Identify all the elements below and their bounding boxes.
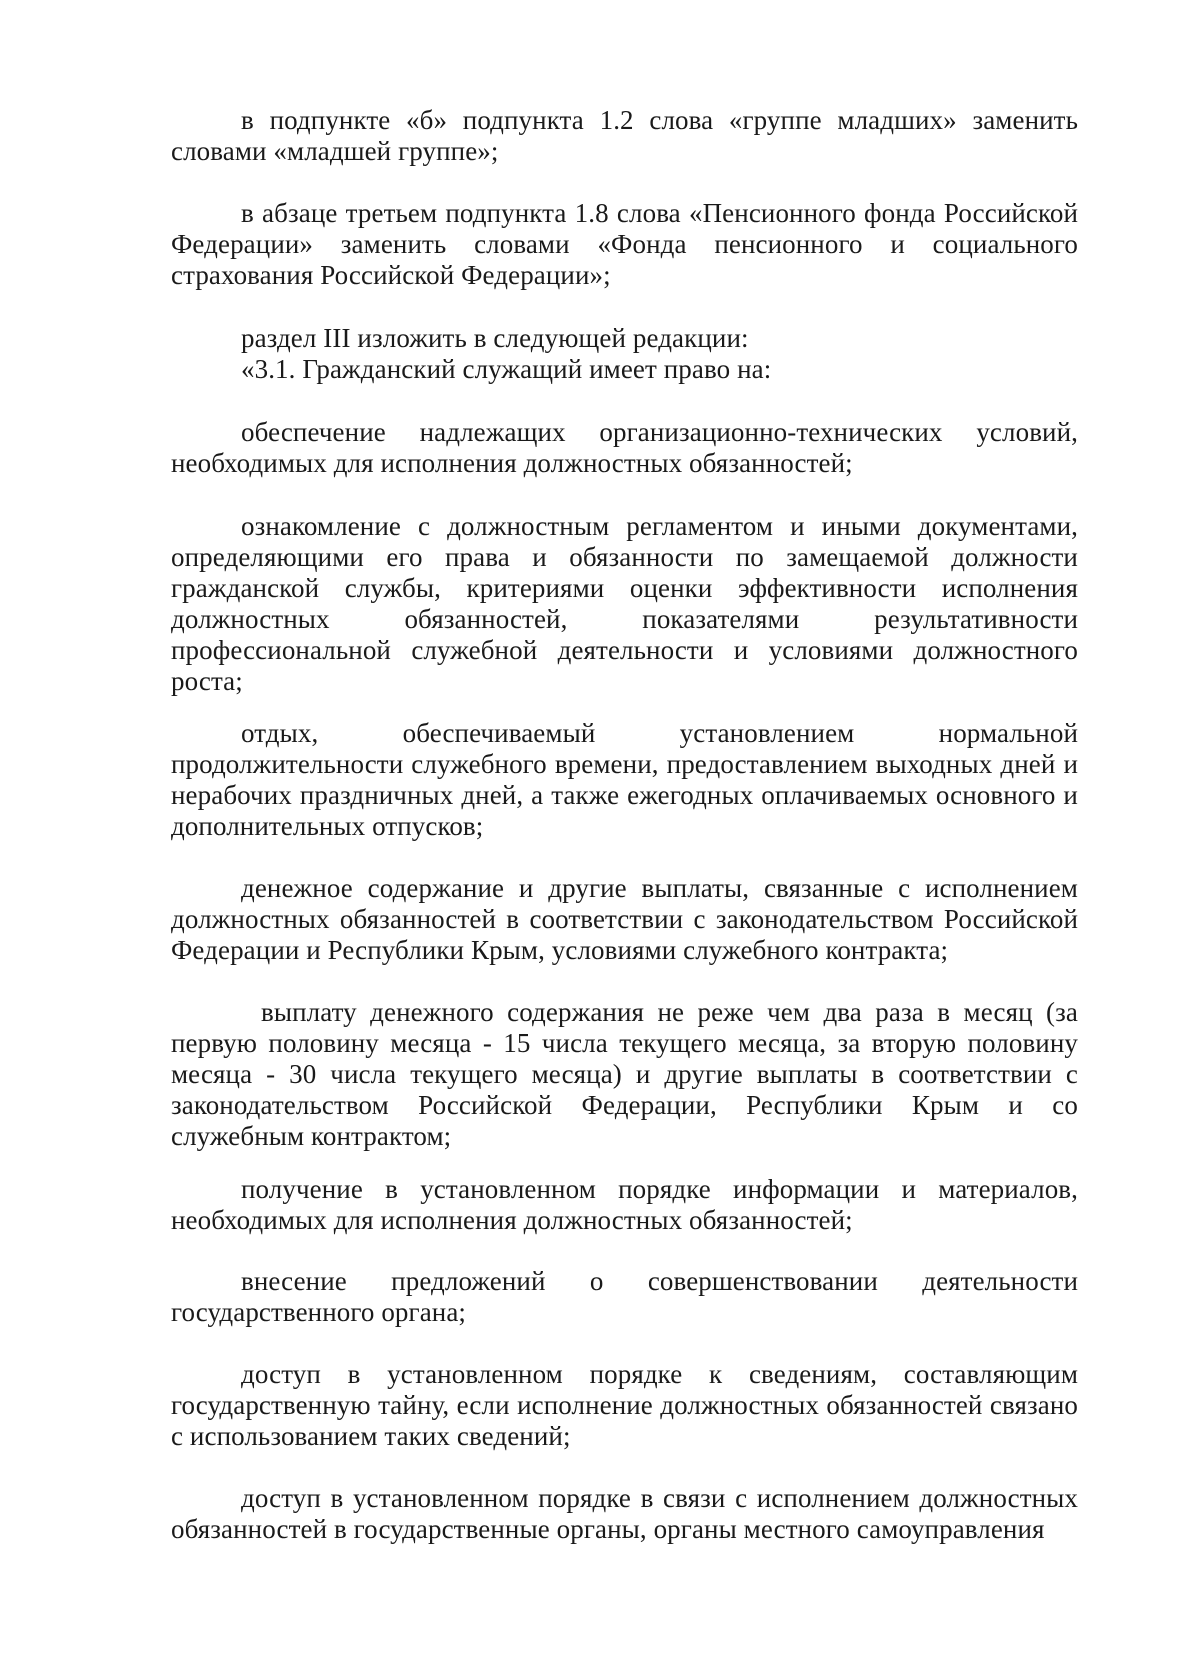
paragraph-right-access-bodies: доступ в установленном порядке в связи с исполнением должностных обязанностей в государственные органы, органы местного самоуправления xyxy=(171,1483,1078,1544)
paragraph-amendment-1-8: в абзаце третьем подпункта 1.8 слова «Пенсионного фонда Российской Федерации» заменить словами «Фонда пенсионного и социального страхования Российской Федерации»; xyxy=(171,198,1078,290)
paragraph-right-conditions: обеспечение надлежащих организационно-технических условий, необходимых для исполнения должностных обязанностей; xyxy=(171,417,1078,478)
paragraph-section-iii-intro: раздел III изложить в следующей редакции: xyxy=(241,323,749,353)
paragraph-right-salary: денежное содержание и другие выплаты, связанные с исполнением должностных обязанностей в соответствии с законодательством Российской Федерации и Республики Крым, условиями служебного контракта; xyxy=(171,873,1078,965)
paragraph-right-familiarization: ознакомление с должностным регламентом и иными документами, определяющими его права и обязанности по замещаемой должности гражданской службы, критериями оценки эффективности исполнения должностных обязанностей, показателями результативности профессиональной служебной деятельности и условиями должностного роста; xyxy=(171,511,1078,696)
paragraph-right-rest: отдых, обеспечиваемый установлением нормальной продолжительности служебного времени, предоставлением выходных дней и нерабочих праздничных дней, а также ежегодных оплачиваемых основного и дополнительных отпусков; xyxy=(171,718,1078,841)
paragraph-right-state-secret: доступ в установленном порядке к сведениям, составляющим государственную тайну, если исполнение должностных обязанностей связано с использованием таких сведений; xyxy=(171,1359,1078,1451)
paragraph-amendment-1-2: в подпункте «б» подпункта 1.2 слова «группе младших» заменить словами «младшей группе»; xyxy=(171,105,1078,166)
paragraph-right-information: получение в установленном порядке информации и материалов, необходимых для исполнения должностных обязанностей; xyxy=(171,1174,1078,1235)
paragraph-right-proposals: внесение предложений о совершенствовании деятельности государственного органа; xyxy=(171,1266,1078,1327)
paragraph-clause-3-1: «3.1. Гражданский служащий имеет право на: xyxy=(241,354,772,384)
paragraph-right-payment-schedule: выплату денежного содержания не реже чем два раза в месяц (за первую половину месяца - 15 числа текущего месяца, за вторую половину месяца - 30 числа текущего месяца) и другие выплаты в соответствии с законодательством Российской Федерации, Республики Крым и со служебным контрактом; xyxy=(171,997,1078,1151)
